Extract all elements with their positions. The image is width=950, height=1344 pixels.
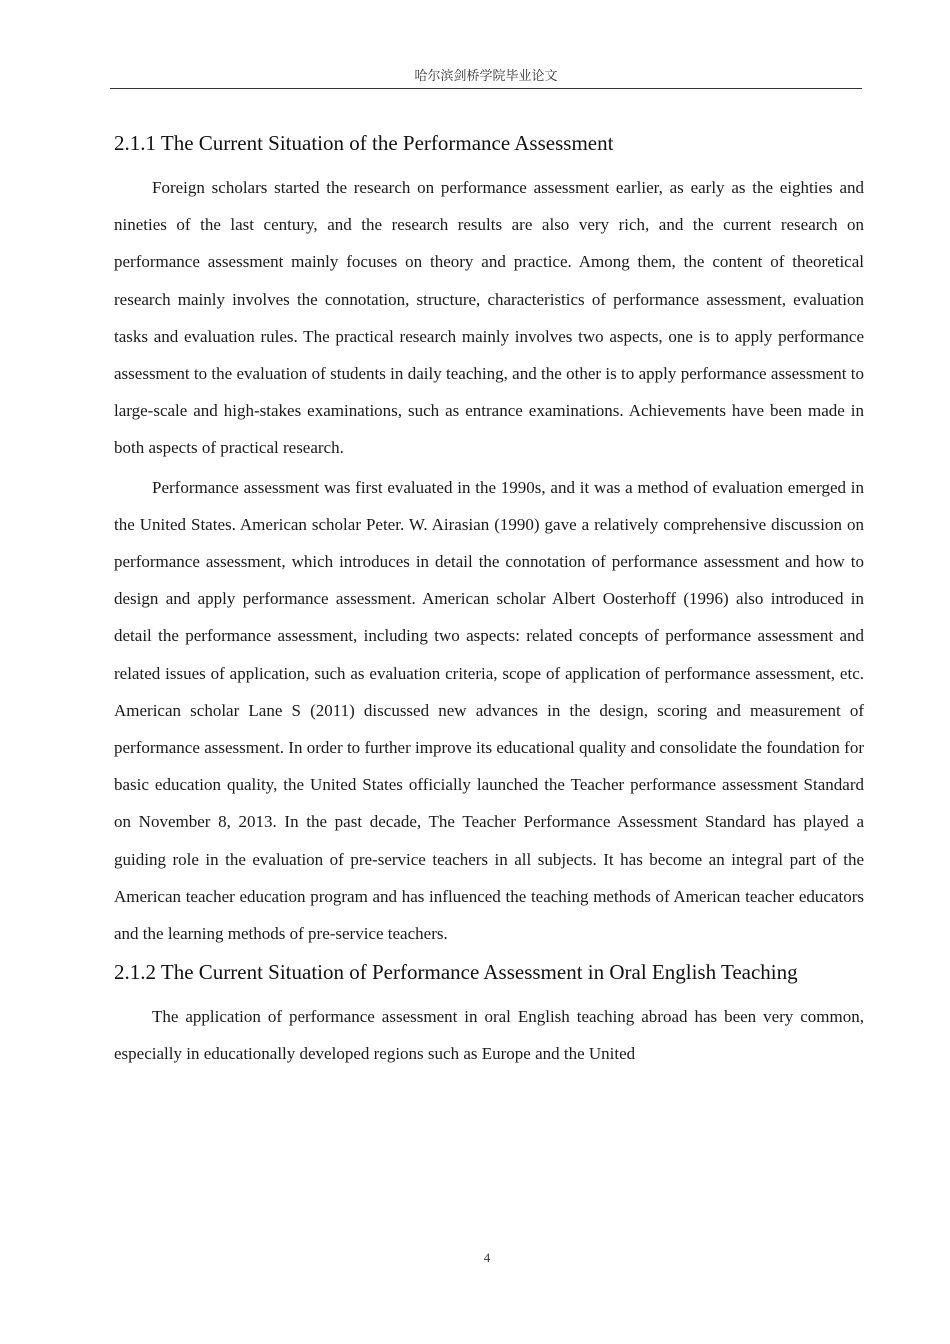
header-divider — [110, 88, 862, 89]
section-heading: 2.1.2 The Current Situation of Performance Assessment in Oral English Teaching — [114, 960, 798, 985]
paragraph: Foreign scholars started the research on performance assessment earlier, as early as the eighties and nineties of the last century, and the research results are also very rich, and the current research on performance assessment mainly focuses on theory and practice. Among them, the content of theoretical research mainly involves the connotation, structure, characteristics of performance assessment, evaluation tasks and evaluation rules. The practical research mainly involves two aspects, one is to apply performance assessment to the evaluation of students in daily teaching, and the other is to apply performance assessment to large-scale and high-stakes examinations, such as entrance examinations. Achievements have been made in both aspects of practical research. — [114, 178, 864, 458]
paragraph: The application of performance assessment in oral English teaching abroad has been very common, especially in educationally developed regions such as Europe and the United — [114, 1007, 864, 1064]
page-body — [114, 125, 864, 1075]
section-heading: 2.1.1 The Current Situation of the Performance Assessment — [114, 131, 614, 155]
paragraph: Performance assessment was first evaluated in the 1990s, and it was a method of evaluation emerged in the United States. American scholar Peter. W. Airasian (1990) gave a relatively comprehensive discussion on performance assessment, which introduces in detail the connotation of performance assessment and how to design and apply performance assessment. American scholar Albert Oosterhoff (1996) also introduced in detail the performance assessment, including two aspects: related concepts of performance assessment and related issues of application, such as evaluation criteria, scope of application of performance assessment, etc. American scholar Lane S (2011) discussed new advances in the design, scoring and measurement of performance assessment. In order to further improve its educational quality and consolidate the foundation for basic education quality, the United States officially launched the Teacher performance assessment Standard on November 8, 2013. In the past decade, The Teacher Performance Assessment Standard has played a guiding role in the evaluation of pre-service teachers in all subjects. It has become an integral part of the American teacher education program and has influenced the teaching methods of American teacher educators and the learning methods of pre-service teachers. — [114, 477, 864, 944]
page-number: 4 — [483, 1250, 491, 1265]
page-header-title: 哈尔滨剑桥学院毕业论文 — [414, 68, 558, 83]
